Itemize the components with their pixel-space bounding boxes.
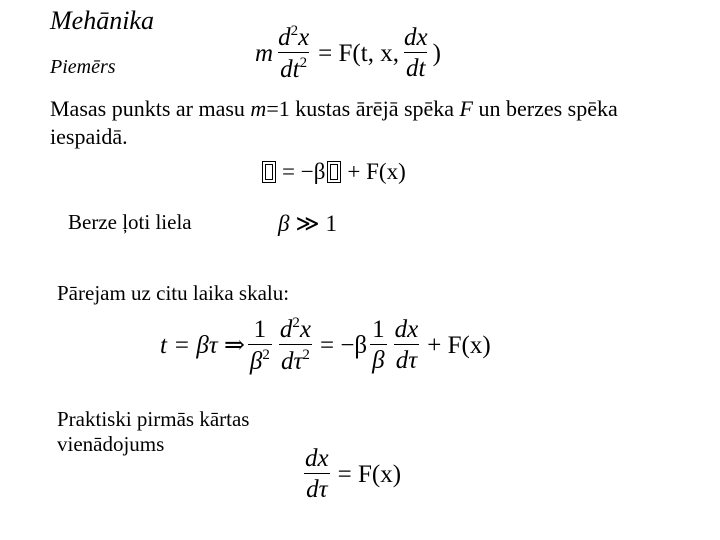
dx-symbol: dx (305, 445, 329, 472)
missing-glyph-icon (262, 161, 276, 183)
time-substitution: t = βτ ⇒ (160, 331, 245, 359)
one-symbol: 1 (325, 211, 338, 236)
intro-force: F (459, 96, 473, 121)
dtau-symbol: dτ (280, 348, 303, 375)
fraction-one-over-beta-squared: $\frac{1}{\beta^2}$ (249, 315, 270, 375)
equation-rhs: = F(t, x, (318, 39, 399, 67)
dt-symbol: dt (404, 52, 427, 81)
d-symbol: d (279, 316, 293, 343)
first-derivative-tau-fraction (303, 446, 331, 502)
dx-symbol: dx (394, 316, 419, 343)
fraction-one-over-beta (370, 317, 387, 373)
first-derivative-fraction (402, 25, 430, 81)
intro-mass: m (250, 96, 267, 121)
one-symbol: 1 (253, 315, 267, 343)
intro-text-1: Masas punkts ar masu (50, 96, 251, 121)
example-label: Piemērs (50, 56, 116, 78)
dtau-symbol: dτ (394, 344, 419, 373)
equation-first-order (300, 446, 401, 502)
equation-force-term: = F(x) (337, 460, 402, 488)
dtau-symbol: dτ (304, 473, 329, 502)
equation-rescaled (160, 316, 491, 374)
equation-newton-general (255, 24, 441, 82)
equation-minus-beta: = −β (282, 159, 326, 184)
one-symbol: 1 (372, 316, 385, 343)
first-order-label: Praktiski pirmās kārtas vienādojums (57, 407, 250, 456)
dt-symbol: dt (280, 56, 300, 83)
equation-minus-beta: = −β (319, 331, 368, 359)
much-greater-symbol: ≫ (295, 211, 320, 236)
rescale-label: Pārejam uz citu laika skalu: (57, 281, 290, 305)
beta-symbol: β (370, 344, 386, 373)
second-derivative-fraction: $\frac{d^2x}{dt^2}$ (278, 23, 310, 83)
intro-text-3: un berzes spēka iespaidā. (50, 96, 618, 149)
equation-beta-large (278, 212, 337, 235)
beta-symbol: β (249, 347, 263, 375)
missing-glyph-icon (327, 161, 341, 183)
friction-label: Berze ļoti liela (68, 210, 192, 234)
page-title: Mehānika (50, 6, 154, 35)
equation-force-term: + F(x) (347, 159, 406, 184)
beta-symbol: β (278, 211, 290, 236)
closing-paren: ) (432, 39, 441, 67)
equation-force-term: + F(x) (427, 331, 491, 359)
intro-paragraph (50, 95, 690, 151)
intro-text-2: =1 kustas ārējā spēka (266, 96, 460, 121)
second-derivative-tau-fraction: $\frac{d^2x}{d\tau^2}$ (279, 315, 311, 375)
first-derivative-tau-fraction (393, 317, 421, 373)
mass-symbol: m (255, 39, 274, 67)
x-symbol: x (298, 24, 310, 51)
dx-symbol: dx (403, 24, 428, 51)
x-symbol: x (299, 316, 311, 343)
d-symbol: d (278, 24, 291, 51)
equation-damped-motion (262, 160, 406, 183)
